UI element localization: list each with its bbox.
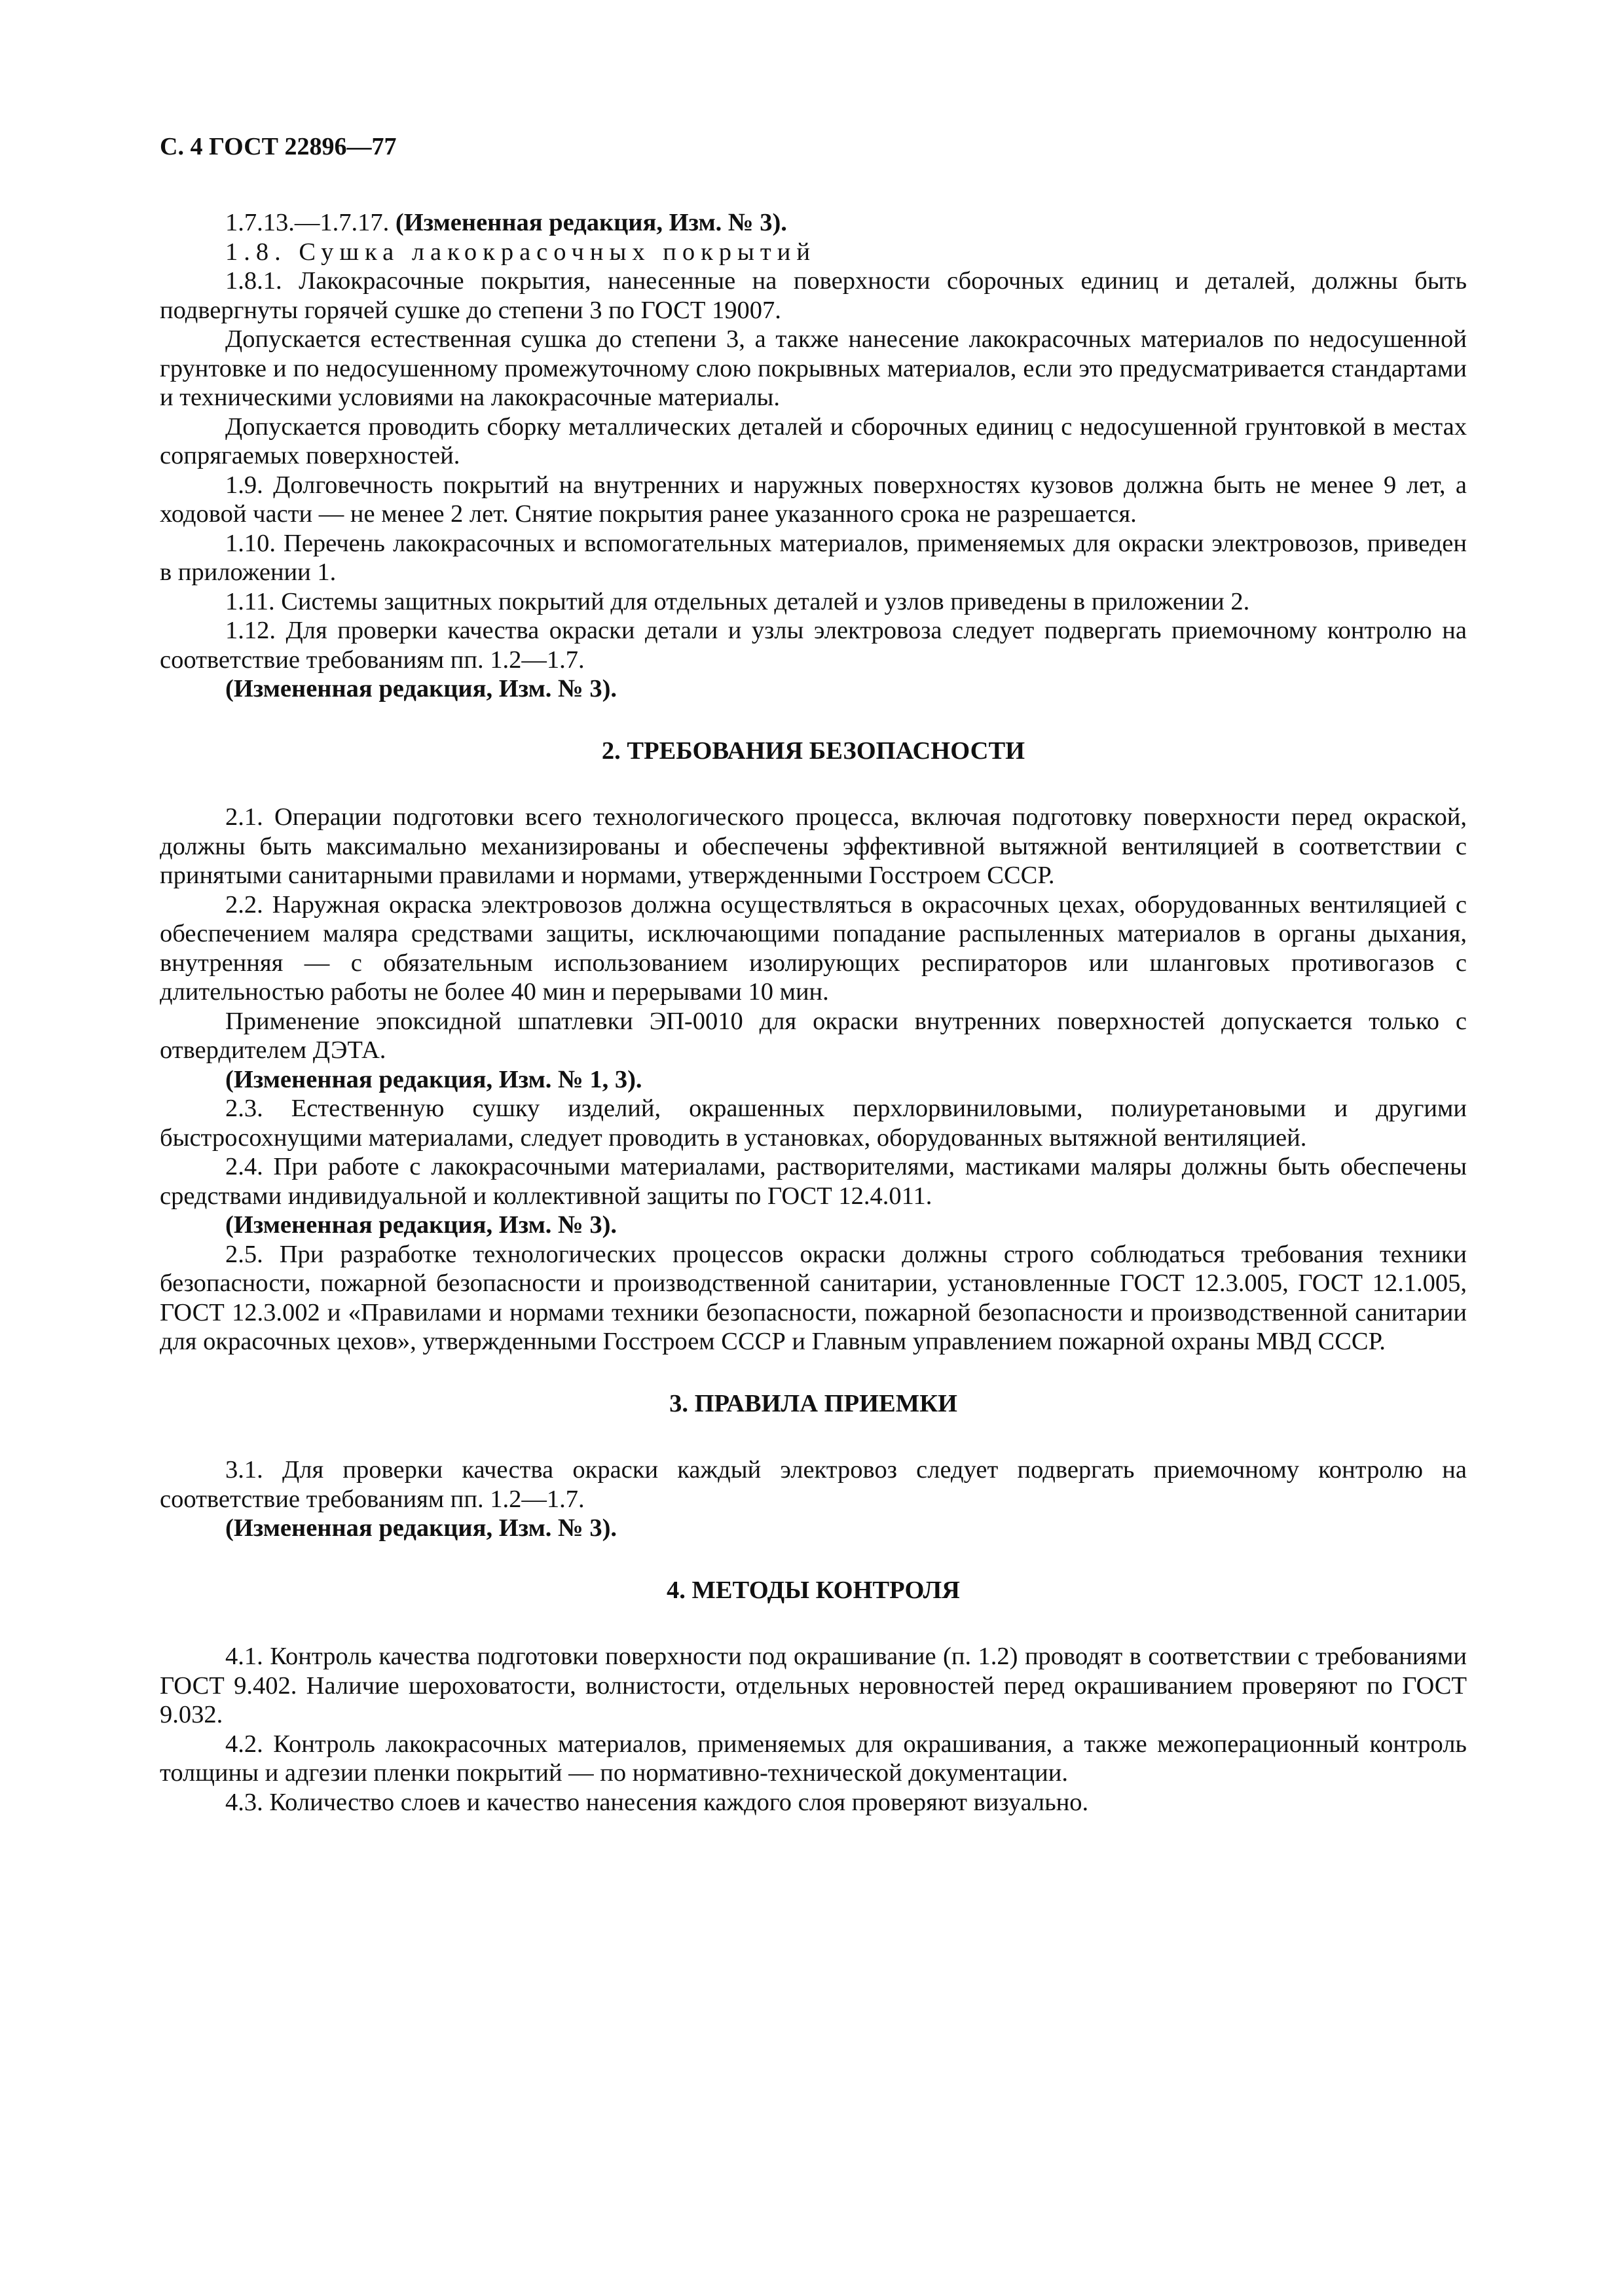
clause-2-1: 2.1. Операции подготовки всего технологического процесса, включая подготовку поверхности перед окраской, должны быть максимально механизированы и обеспечены эффективной вытяжной вентиляцией в соответствии с принятыми санитарными правилами и нормами, утвержденными Госстроем СССР.: [160, 803, 1467, 889]
running-head: С. 4 ГОСТ 22896—77: [160, 133, 397, 160]
clause-1-9: 1.9. Долговечность покрытий на внутренних и наружных поверхностях кузовов должна быть не менее 9 лет, а ходовой части — не менее 2 лет. Снятие покрытия ранее указанного срока не разрешается.: [160, 471, 1467, 528]
clause-number: 1.7.13.—1.7.17.: [225, 209, 390, 236]
clause-2-2: 2.2. Наружная окраска электровозов должна осуществляться в окрасочных цехах, оборудованных вентиляцией с обеспечением маляра средствами защиты, исключающими попадание распыленных материалов в органы дыхания, внутренняя — с обязательным использованием изолирующих респираторов или шланговых противогазов с длительностью работы не более 40 мин и перерывами 10 мин.: [160, 890, 1467, 1006]
section-title-4: 4. МЕТОДЫ КОНТРОЛЯ: [667, 1576, 960, 1604]
clause-2-2-b: Применение эпоксидной шпатлевки ЭП-0010 для окраски внутренних поверхностей допускается только с отвердителем ДЭТА.: [160, 1007, 1467, 1064]
amendment-note: (Измененная редакция, Изм. № 3).: [225, 1211, 617, 1239]
amendment-note: (Измененная редакция, Изм. № 3).: [225, 675, 617, 702]
clause-2-4: 2.4. При работе с лакокрасочными материалами, растворителями, мастиками маляры должны быть обеспечены средствами индивидуальной и коллективной защиты по ГОСТ 12.4.011.: [160, 1153, 1467, 1210]
clause-4-2: 4.2. Контроль лакокрасочных материалов, применяемых для окрашивания, а также межоперационный контроль толщины и адгезии пленки покрытий — по нормативно-технической документации.: [160, 1730, 1467, 1787]
clause-4-3: 4.3. Количество слоев и качество нанесения каждого слоя проверяют визуально.: [225, 1788, 1089, 1816]
clause-1-11: 1.11. Системы защитных покрытий для отдельных деталей и узлов приведены в приложении 2.: [225, 587, 1250, 615]
clause-2-3: 2.3. Естественную сушку изделий, окрашенных перхлорвиниловыми, полиуретановыми и другими быстросохнущими материалами, следует проводить в установках, оборудованных вытяжной вентиляцией.: [160, 1095, 1467, 1152]
document-page: [160, 131, 1467, 1817]
clause-1-8-1-b: Допускается естественная сушка до степени 3, а также нанесение лакокрасочных материалов по недосушенной грунтовке и по недосушенному промежуточному слою покрывных материалов, если это предусматривается стандартами и техническими условиями на лакокрасочные материалы.: [160, 325, 1467, 411]
amendment-note: (Измененная редакция, Изм. № 3).: [395, 209, 787, 236]
section-title-2: 2. ТРЕБОВАНИЯ БЕЗОПАСНОСТИ: [601, 737, 1025, 765]
clause-2-5: 2.5. При разработке технологических процессов окраски должны строго соблюдаться требования техники безопасности, пожарной безопасности и производственной санитарии, установленные ГОСТ 12.3.005, ГОСТ 12.1.005, ГОСТ 12.3.002 и «Правилами и нормами техники безопасности, пожарной безопасности и производственной санитарии для окрасочных цехов», утвержденными Госстроем СССР и Главным управлением пожарной охраны МВД СССР.: [160, 1240, 1467, 1355]
section-title-3: 3. ПРАВИЛА ПРИЕМКИ: [669, 1389, 957, 1417]
amendment-note: (Измененная редакция, Изм. № 1, 3).: [225, 1065, 642, 1093]
clause-1-8-1-c: Допускается проводить сборку металлических деталей и сборочных единиц с недосушенной грунтовкой в местах сопрягаемых поверхностей.: [160, 412, 1467, 469]
clause-1-8-heading: 1.8. Сушка лакокрасочных покрытий: [225, 238, 816, 266]
clause-4-1: 4.1. Контроль качества подготовки поверхности под окрашивание (п. 1.2) проводят в соответствии с требованиями ГОСТ 9.402. Наличие шероховатости, волнистости, отдельных неровностей перед окрашиванием проверяют по ГОСТ 9.032.: [160, 1643, 1467, 1728]
amendment-note: (Измененная редакция, Изм. № 3).: [225, 1514, 617, 1542]
clause-1-8-1: 1.8.1. Лакокрасочные покрытия, нанесенные на поверхности сборочных единиц и деталей, должны быть подвергнуты горячей сушке до степени 3 по ГОСТ 19007.: [160, 267, 1467, 324]
clause-1-10: 1.10. Перечень лакокрасочных и вспомогательных материалов, применяемых для окраски электровозов, приведен в приложении 1.: [160, 529, 1467, 586]
clause-1-7-13: [160, 208, 1467, 238]
clause-1-12: 1.12. Для проверки качества окраски детали и узлы электровоза следует подвергать приемочному контролю на соответствие требованиям пп. 1.2—1.7.: [160, 617, 1467, 674]
clause-3-1: 3.1. Для проверки качества окраски каждый электровоз следует подвергать приемочному контролю на соответствие требованиям пп. 1.2—1.7.: [160, 1456, 1467, 1513]
